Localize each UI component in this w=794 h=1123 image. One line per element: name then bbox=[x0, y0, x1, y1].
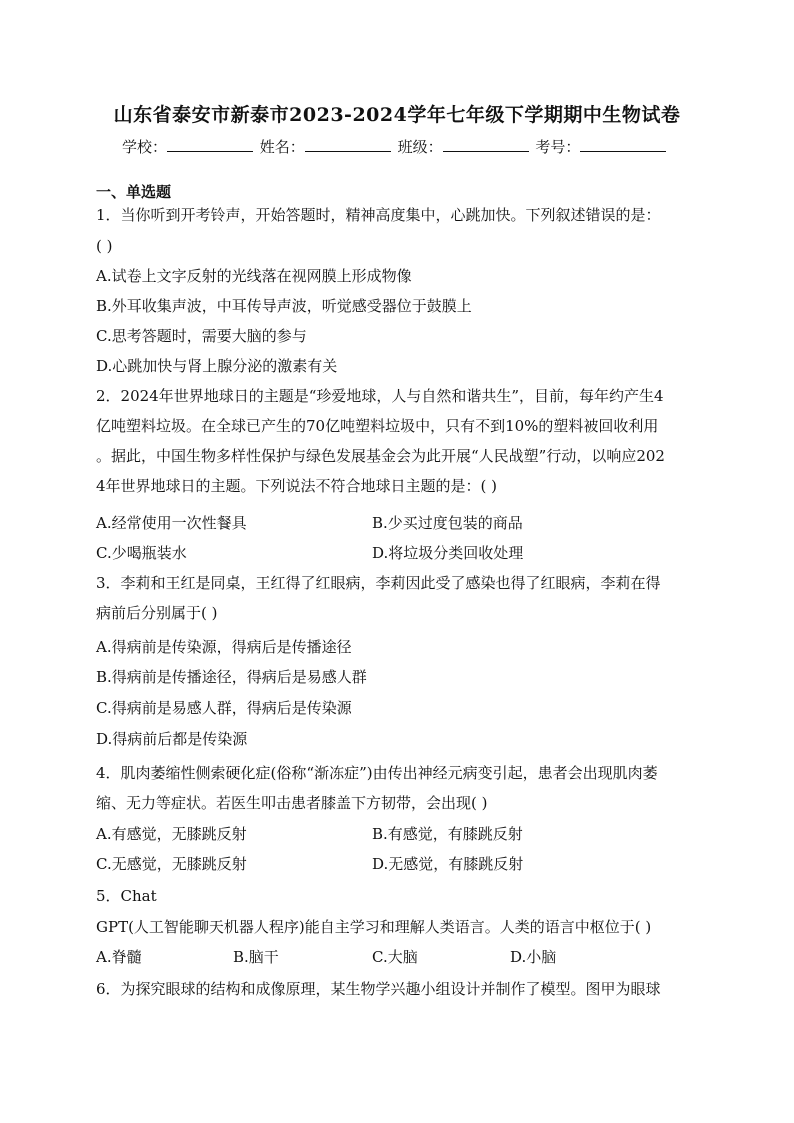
q2-option-b: B.少买过度包装的商品 bbox=[372, 514, 523, 532]
q3-option-b: B.得病前是传播途径，得病后是易感人群 bbox=[96, 668, 367, 686]
school-blank bbox=[167, 139, 253, 152]
q2-option-d: D.将垃圾分类回收处理 bbox=[372, 544, 524, 562]
q2-stem-line-4: 4年世界地球日的主题。下列说法不符合地球日主题的是：( ) bbox=[96, 477, 498, 495]
q1-stem-line-1: 1．当你听到开考铃声，开始答题时，精神高度集中，心跳加快。下列叙述错误的是： bbox=[96, 206, 661, 224]
q2-option-a: A.经常使用一次性餐具 bbox=[96, 514, 247, 532]
q6-stem-line-1: 6．为探究眼球的结构和成像原理，某生物学兴趣小组设计并制作了模型。图甲为眼球 bbox=[96, 980, 661, 998]
q5-option-a: A.脊髓 bbox=[96, 948, 142, 966]
q5-option-c: C.大脑 bbox=[372, 948, 418, 966]
number-label: 考号： bbox=[535, 138, 581, 156]
q2-stem-line-2: 亿吨塑料垃圾。在全球已产生的70亿吨塑料垃圾中，只有不到10%的塑料被回收利用 bbox=[96, 417, 659, 435]
class-label: 班级： bbox=[397, 138, 443, 156]
q1-option-d: D.心跳加快与肾上腺分泌的激素有关 bbox=[96, 357, 338, 375]
q1-option-b: B.外耳收集声波，中耳传导声波，听觉感受器位于鼓膜上 bbox=[96, 297, 472, 315]
q4-option-b: B.有感觉，有膝跳反射 bbox=[372, 825, 523, 843]
q1-option-a: A.试卷上文字反射的光线落在视网膜上形成物像 bbox=[96, 267, 412, 285]
q4-stem-line-1: 4．肌肉萎缩性侧索硬化症(俗称“渐冻症”)由传出神经元病变引起，患者会出现肌肉萎 bbox=[96, 764, 658, 782]
student-info-row bbox=[122, 136, 668, 157]
school-label: 学校： bbox=[122, 138, 168, 156]
q3-option-c: C.得病前是易感人群，得病后是传染源 bbox=[96, 699, 352, 717]
q4-option-c: C.无感觉，无膝跳反射 bbox=[96, 855, 247, 873]
q3-option-a: A.得病前是传染源，得病后是传播途径 bbox=[96, 638, 352, 656]
q3-stem-line-1: 3．李莉和王红是同桌，王红得了红眼病，李莉因此受了感染也得了红眼病，李莉在得 bbox=[96, 574, 661, 592]
q1-stem-line-2: ( ) bbox=[96, 237, 113, 255]
section-heading: 一、单选题 bbox=[96, 183, 172, 201]
q5-stem-line-2: GPT(人工智能聊天机器人程序)能自主学习和理解人类语言。人类的语言中枢位于( ) bbox=[96, 918, 652, 936]
name-label: 姓名： bbox=[259, 138, 305, 156]
q5-option-b: B.脑干 bbox=[233, 948, 279, 966]
q3-option-d: D.得病前后都是传染源 bbox=[96, 730, 248, 748]
q3-stem-line-2: 病前后分别属于( ) bbox=[96, 604, 218, 622]
number-blank bbox=[580, 139, 666, 152]
q5-stem-line-1: 5．Chat bbox=[96, 887, 157, 905]
q2-stem-line-1: 2．2024年世界地球日的主题是“珍爱地球，人与自然和谐共生”，目前，每年约产生4 bbox=[96, 387, 664, 405]
q2-option-c: C.少喝瓶装水 bbox=[96, 544, 187, 562]
name-blank bbox=[305, 139, 391, 152]
class-blank bbox=[443, 139, 529, 152]
q4-option-d: D.无感觉，有膝跳反射 bbox=[372, 855, 524, 873]
q2-stem-line-3: 。据此，中国生物多样性保护与绿色发展基金会为此开展“人民战塑”行动，以响应202 bbox=[96, 447, 665, 465]
q4-option-a: A.有感觉，无膝跳反射 bbox=[96, 825, 247, 843]
q4-stem-line-2: 缩、无力等症状。若医生叩击患者膝盖下方韧带，会出现( ) bbox=[96, 794, 488, 812]
q5-option-d: D.小脑 bbox=[510, 948, 557, 966]
q1-option-c: C.思考答题时，需要大脑的参与 bbox=[96, 327, 307, 345]
exam-title: 山东省泰安市新泰市2023-2024学年七年级下学期期中生物试卷 bbox=[113, 104, 681, 126]
